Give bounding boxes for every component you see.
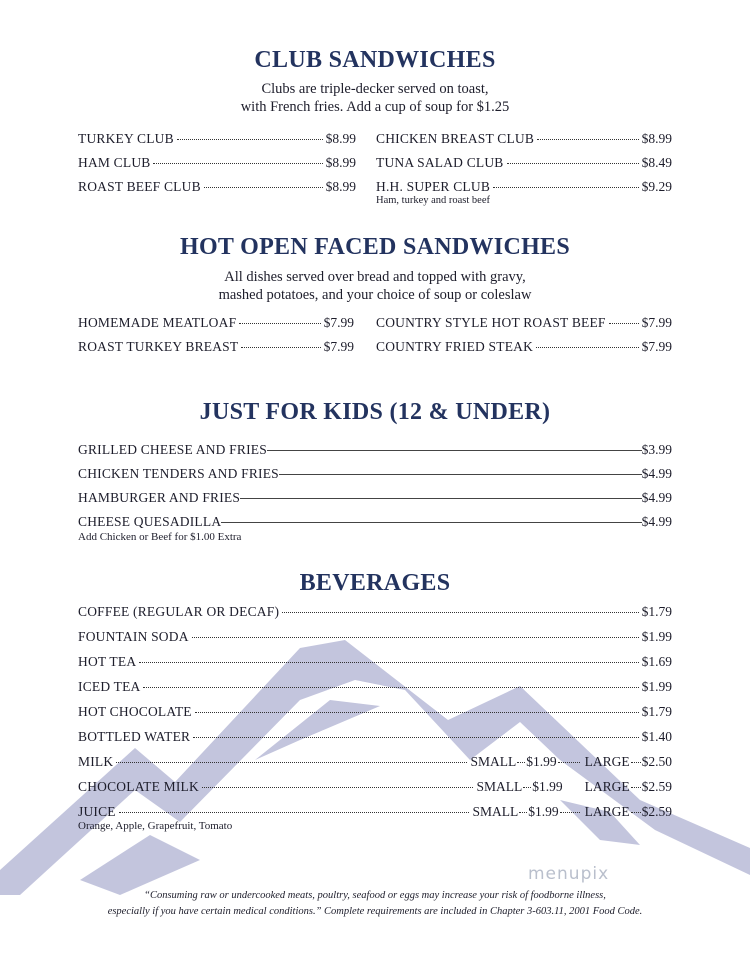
club-desc-line-2: with French fries. Add a cup of soup for $1.25 [240, 99, 510, 115]
leader-dots [493, 187, 639, 188]
item-name: COUNTRY FRIED STEAK [376, 339, 534, 354]
small-label: SMALL [470, 754, 517, 769]
leader-dots [282, 612, 638, 613]
leader-dots [204, 187, 323, 188]
item-price: $1.99 [641, 679, 672, 694]
item-price: $1.99 [641, 629, 672, 644]
small-price: $1.99 [526, 754, 557, 769]
large-price: $2.59 [641, 779, 672, 794]
menu-item [78, 339, 354, 355]
item-name: CHOCOLATE MILK [78, 779, 199, 794]
leader-dots [116, 762, 467, 763]
item-name: HAMBURGER AND FRIES [78, 490, 241, 505]
item-price: $8.99 [325, 131, 356, 146]
leader-dots [507, 163, 639, 164]
item-price: $9.29 [641, 179, 672, 194]
size-prices [472, 804, 672, 820]
item-name: BOTTLED WATER [78, 729, 191, 744]
leader-dots [537, 139, 639, 140]
small-label: SMALL [472, 804, 519, 819]
item-price: $8.99 [325, 179, 356, 194]
open-desc-line-1: All dishes served over bread and topped with gravy, [224, 269, 526, 285]
beverages-title: BEVERAGES [299, 570, 451, 596]
menu-item [78, 514, 672, 530]
menu-item [78, 131, 356, 147]
item-price: $7.99 [641, 339, 672, 354]
leader-dots [143, 687, 638, 688]
item-name: TUNA SALAD CLUB [376, 155, 504, 170]
menu-item [78, 155, 356, 171]
item-name: JUICE [78, 804, 116, 819]
item-name: ROAST TURKEY BREAST [78, 339, 239, 354]
menu-item [78, 729, 672, 745]
leader-dots [241, 347, 320, 348]
item-price: $4.99 [641, 514, 672, 529]
item-name: MILK [78, 754, 114, 769]
leader-dots [177, 139, 323, 140]
item-name: GRILLED CHEESE AND FRIES [78, 442, 267, 457]
leader-dots [523, 787, 531, 788]
food-safety-disclaimer [0, 888, 750, 920]
item-price: $8.99 [641, 131, 672, 146]
hot-open-faced-title: HOT OPEN FACED SANDWICHES [180, 234, 570, 260]
item-name: COUNTRY STYLE HOT ROAST BEEF [376, 315, 606, 330]
item-name: FOUNTAIN SODA [78, 629, 189, 644]
item-name: CHICKEN TENDERS AND FRIES [78, 466, 279, 481]
item-name: HOMEMADE MEATLOAF [78, 315, 237, 330]
item-name: COFFEE (REGULAR OR DECAF) [78, 604, 280, 619]
item-price: $1.79 [641, 704, 672, 719]
item-name: TURKEY CLUB [78, 131, 174, 146]
item-price: $1.40 [641, 729, 672, 744]
menu-item [78, 679, 672, 695]
size-prices [476, 779, 672, 795]
menu-item [78, 315, 354, 331]
disclaimer-line-2: especially if you have certain medical conditions.” Complete requirements are included in Chapter 3-603.11, 2001 Food Code. [107, 906, 643, 917]
leader-dots [192, 637, 639, 638]
item-price: $7.99 [641, 315, 672, 330]
item-name: CHEESE QUESADILLA [78, 514, 222, 529]
item-price: $7.99 [323, 315, 354, 330]
menu-item [78, 490, 672, 506]
leader-line [267, 450, 642, 451]
club-desc-line-1: Clubs are triple-decker served on toast, [261, 81, 489, 97]
menupix-watermark: menupix [528, 864, 610, 884]
item-name: HOT CHOCOLATE [78, 704, 192, 719]
large-label: LARGE [584, 754, 630, 769]
item-name: H.H. SUPER CLUB [376, 179, 491, 194]
menu-item [78, 442, 672, 458]
leader-dots [139, 662, 638, 663]
disclaimer-line-1: “Consuming raw or undercooked meats, poultry, seafood or eggs may increase your risk of foodborne illness, [144, 890, 606, 901]
leader-dots [193, 737, 638, 738]
small-price: $1.99 [532, 779, 563, 794]
leader-dots [517, 762, 525, 763]
menu-item-sized [78, 779, 672, 795]
size-prices [470, 754, 672, 770]
item-name: HAM CLUB [78, 155, 151, 170]
large-price: $2.50 [641, 754, 672, 769]
club-sandwiches-description [0, 80, 750, 116]
small-price: $1.99 [528, 804, 559, 819]
leader-dots [519, 812, 527, 813]
leader-dots [536, 347, 639, 348]
item-price: $8.49 [641, 155, 672, 170]
leader-dots [119, 812, 470, 813]
item-price: $3.99 [641, 442, 672, 457]
item-name: ROAST BEEF CLUB [78, 179, 201, 194]
leader-dots [609, 323, 639, 324]
leader-dots [631, 787, 641, 788]
large-label: LARGE [584, 804, 630, 819]
club-sandwiches-title: CLUB SANDWICHES [254, 47, 496, 73]
menu-item [376, 155, 672, 171]
leader-dots [202, 787, 474, 788]
hot-open-faced-description [0, 268, 750, 304]
super-club-note: Ham, turkey and roast beef [376, 195, 490, 206]
leader-dots [153, 163, 322, 164]
menu-item [376, 179, 672, 195]
item-price: $1.79 [641, 604, 672, 619]
leader-dots [560, 812, 580, 813]
menu-item [78, 179, 356, 195]
leader-line [221, 522, 641, 523]
item-price: $4.99 [641, 490, 672, 505]
menu-item [78, 466, 672, 482]
leader-dots [195, 712, 639, 713]
kids-menu-title: JUST FOR KIDS (12 & UNDER) [199, 399, 551, 425]
large-label: LARGE [584, 779, 630, 794]
menu-item [376, 339, 672, 355]
item-price: $1.69 [641, 654, 672, 669]
large-price: $2.59 [641, 804, 672, 819]
item-name: CHICKEN BREAST CLUB [376, 131, 535, 146]
menu-item [78, 604, 672, 620]
item-price: $8.99 [325, 155, 356, 170]
menu-item [78, 629, 672, 645]
menu-item [376, 315, 672, 331]
menu-item [78, 654, 672, 670]
menu-item [376, 131, 672, 147]
leader-dots [558, 762, 580, 763]
juice-flavors-note: Orange, Apple, Grapefruit, Tomato [78, 820, 233, 832]
leader-dots [631, 812, 641, 813]
leader-line [240, 498, 642, 499]
item-price: $7.99 [323, 339, 354, 354]
item-name: ICED TEA [78, 679, 141, 694]
kids-add-on-note: Add Chicken or Beef for $1.00 Extra [78, 531, 242, 543]
menu-item-sized [78, 754, 672, 770]
item-price: $4.99 [641, 466, 672, 481]
menu-item [78, 704, 672, 720]
item-name: HOT TEA [78, 654, 137, 669]
small-label: SMALL [476, 779, 523, 794]
leader-dots [239, 323, 320, 324]
leader-dots [631, 762, 641, 763]
leader-line [279, 474, 642, 475]
open-desc-line-2: mashed potatoes, and your choice of soup or coleslaw [218, 287, 532, 303]
menu-item-sized [78, 804, 672, 820]
